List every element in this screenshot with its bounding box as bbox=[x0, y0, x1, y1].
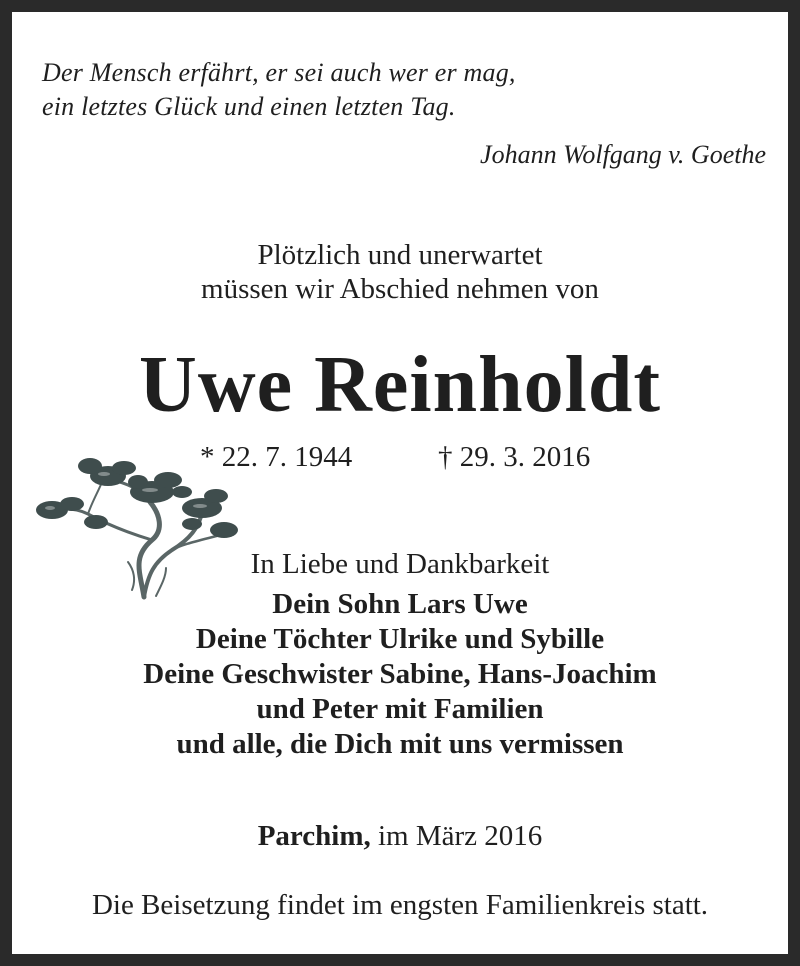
deceased-name: Uwe Reinholdt bbox=[139, 341, 661, 429]
burial-note: Die Beisetzung findet im engsten Familienkreis statt. bbox=[91, 889, 709, 921]
intro-line-1: Plötzlich und unerwartet bbox=[257, 239, 543, 271]
mourners-list bbox=[12, 587, 788, 762]
mourner-line: und alle, die Dich mit uns vermissen bbox=[176, 728, 624, 760]
quote-author: Johann Wolfgang v. Goethe bbox=[480, 140, 766, 169]
birth-date: * 22. 7. 1944 bbox=[200, 441, 353, 473]
mourner-line: Deine Geschwister Sabine, Hans-Joachim bbox=[143, 658, 657, 690]
quote-line-2: ein letztes Glück und einen letzten Tag. bbox=[42, 92, 456, 121]
quote-line-1: Der Mensch erfährt, er sei auch wer er mag, bbox=[42, 58, 516, 87]
death-date: † 29. 3. 2016 bbox=[438, 441, 591, 473]
mourner-line: und Peter mit Familien bbox=[256, 693, 544, 725]
dedication: In Liebe und Dankbarkeit bbox=[250, 548, 550, 580]
mourner-line: Deine Töchter Ulrike und Sybille bbox=[195, 623, 605, 655]
place-and-date bbox=[12, 819, 788, 853]
place-name: Parchim, bbox=[257, 820, 371, 852]
goethe-quote bbox=[42, 56, 516, 124]
notice-date: im März 2016 bbox=[377, 820, 543, 852]
intro-line-2: müssen wir Abschied nehmen von bbox=[201, 273, 599, 305]
intro-text bbox=[12, 238, 788, 306]
mourner-line: Dein Sohn Lars Uwe bbox=[272, 588, 528, 620]
